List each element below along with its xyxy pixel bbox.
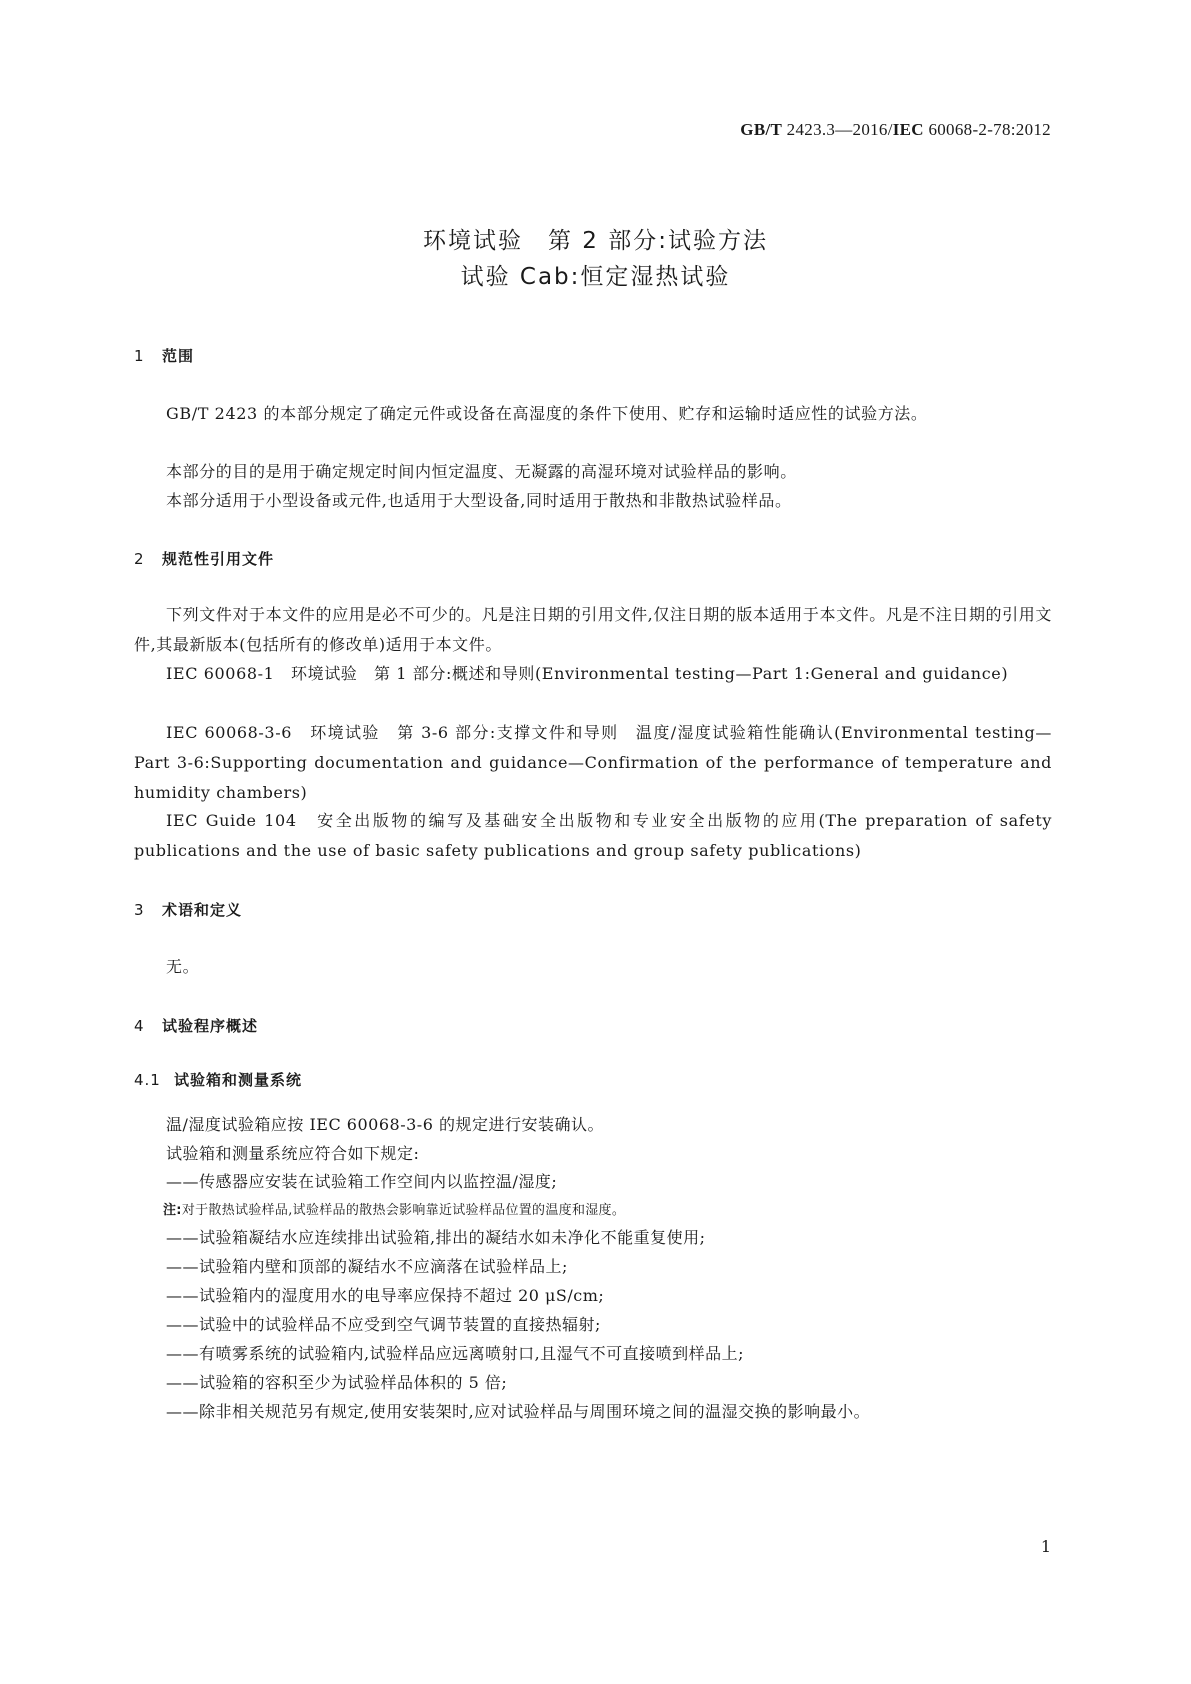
std-code-iec: IEC [892,120,924,139]
section-4-1-intro: 温/湿度试验箱应按 IEC 60068-3-6 的规定进行安装确认。 [166,1115,604,1134]
requirement-item: ——试验箱内的湿度用水的电导率应保持不超过 20 μS/cm; [166,1286,605,1305]
note [163,1199,625,1218]
std-code-prefix: GB/T [740,120,783,139]
requirement-item: ——试验箱的容积至少为试验样品体积的 5 倍; [166,1373,508,1392]
section-1-paragraph: GB/T 2423 的本部分规定了确定元件或设备在高湿度的条件下使用、贮存和运输时适应性的试验方法。 [166,404,928,423]
section-3-paragraph: 无。 [166,957,200,976]
requirement-item: ——除非相关规范另有规定,使用安装架时,应对试验样品与周围环境之间的温湿交换的影响最小。 [166,1402,871,1421]
reference-iec-60068-3-6: IEC 60068-3-6 环境试验 第 3-6 部分:支撑文件和导则 温度/湿度试验箱性能确认(Environmental testing—Part 3-6:Supporting documentation and guidance—Confirmation of the performance of temperature and humidity chambers) [134,723,1052,802]
section-1-paragraph: 本部分的目的是用于确定规定时间内恒定温度、无凝露的高湿环境对试验样品的影响。 [166,462,797,481]
document-title-line2: 试验 Cab:恒定湿热试验 [460,264,731,290]
requirement-item: ——试验箱内壁和顶部的凝结水不应滴落在试验样品上; [166,1257,568,1276]
requirement-item: ——传感器应安装在试验箱工作空间内以监控温/湿度; [166,1172,558,1191]
section-4-1-intro: 试验箱和测量系统应符合如下规定: [166,1144,420,1163]
requirement-item: ——试验箱凝结水应连续排出试验箱,排出的凝结水如未净化不能重复使用; [166,1228,706,1247]
reference-iec-guide-104: IEC Guide 104 安全出版物的编写及基础安全出版物和专业安全出版物的应用(The preparation of safety publications and the use of basic safety publications and group safety publications) [134,811,1052,860]
reference-iec-60068-1: IEC 60068-1 环境试验 第 1 部分:概述和导则(Environmental testing—Part 1:General and guidance) [166,664,1009,683]
note-text: 对于散热试验样品,试验样品的散热会影响靠近试验样品位置的温度和湿度。 [181,1203,626,1218]
std-code-iec-number: 60068-2-78:2012 [923,120,1051,139]
section-1-heading: 1 范围 [134,347,195,365]
note-label: 注: [163,1203,182,1218]
page-number: 1 [1040,1537,1051,1556]
section-2-heading: 2 规范性引用文件 [134,550,275,568]
standard-code [740,120,1051,140]
requirement-item: ——有喷雾系统的试验箱内,试验样品应远离喷射口,且湿气不可直接喷到样品上; [166,1344,745,1363]
document-title-line1: 环境试验 第 2 部分:试验方法 [422,228,768,254]
section-4-1-heading: 4.1 试验箱和测量系统 [134,1071,303,1089]
std-code-number: 2423.3—2016/ [782,120,893,139]
section-3-heading: 3 术语和定义 [134,901,243,919]
section-2-paragraph: 下列文件对于本文件的应用是必不可少的。凡是注日期的引用文件,仅注日期的版本适用于本文件。凡是不注日期的引用文件,其最新版本(包括所有的修改单)适用于本文件。 [134,605,1052,654]
requirement-item: ——试验中的试验样品不应受到空气调节装置的直接热辐射; [166,1315,601,1334]
section-4-heading: 4 试验程序概述 [134,1017,259,1035]
section-1-paragraph: 本部分适用于小型设备或元件,也适用于大型设备,同时适用于散热和非散热试验样品。 [166,491,792,510]
